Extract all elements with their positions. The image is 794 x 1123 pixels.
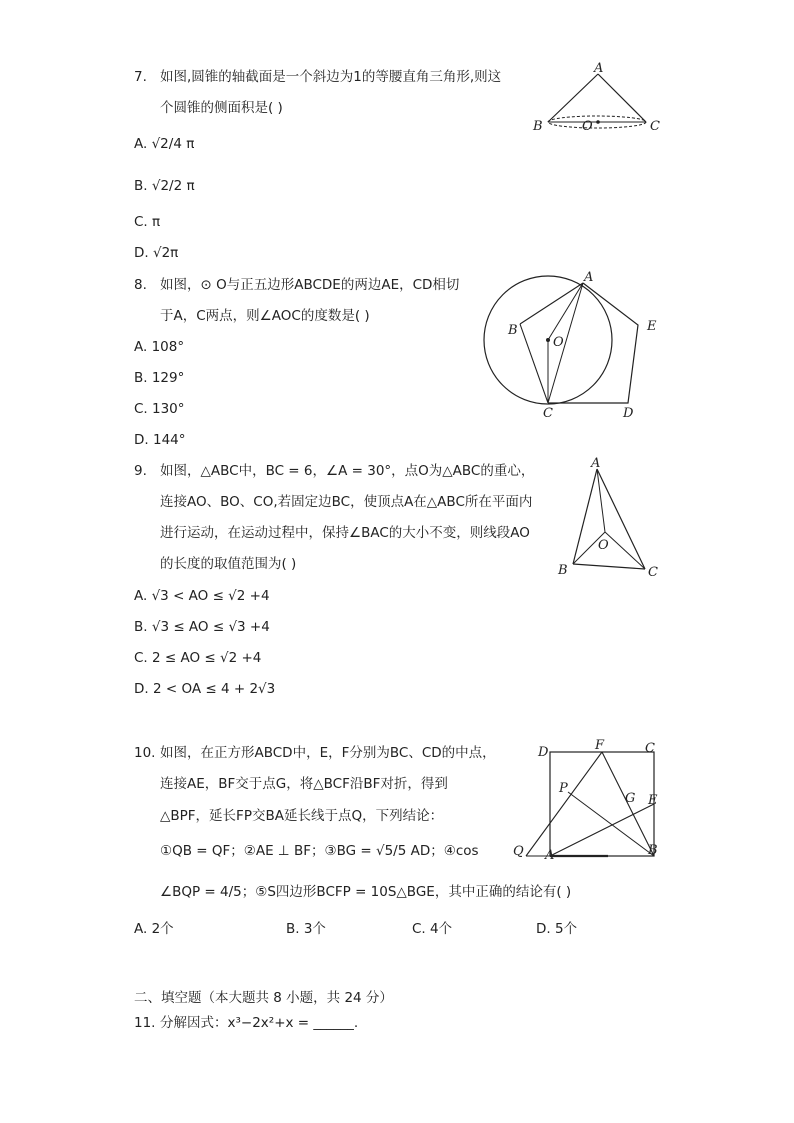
q10-label-g: G xyxy=(625,791,636,806)
q7-option-a: A. √2/4 π xyxy=(134,136,195,152)
q9-option-c: C. 2 ≤ AO ≤ √2 +4 xyxy=(134,650,262,666)
q9-stem-line1: 如图，△ABC中，BC = 6，∠A = 30°，点O为△ABC的重心， xyxy=(160,463,535,479)
q7-label-c: C xyxy=(650,119,660,134)
q9-option-a: A. √3 < AO ≤ √2 +4 xyxy=(134,588,270,604)
q7-option-c: C. π xyxy=(134,214,161,230)
q8-circle-pentagon-figure xyxy=(478,266,668,424)
q10-label-p: P xyxy=(559,781,568,796)
q9-stem-line3: 进行运动，在运动过程中，保持∠BAC的大小不变，则线段AO xyxy=(160,525,530,541)
q10-label-e: E xyxy=(648,793,658,808)
q10-stem-line3: △BPF，延长FP交BA延长线于点Q，下列结论： xyxy=(160,808,444,824)
q10-number: 10. xyxy=(134,745,156,761)
q8-label-c: C xyxy=(543,406,553,421)
q10-label-f: F xyxy=(595,738,605,753)
q10-square-figure xyxy=(508,734,668,864)
q10-stem-line4: ①QB = QF；②AE ⊥ BF；③BG = √5/5 AD；④cos xyxy=(160,843,479,859)
q9-label-o: O xyxy=(598,538,609,553)
q8-number: 8. xyxy=(134,277,147,293)
q7-label-o: O xyxy=(582,119,593,134)
q10-label-d: D xyxy=(538,745,549,760)
q9-stem-line4: 的长度的取值范围为( ) xyxy=(160,556,297,572)
q8-label-o: O xyxy=(553,335,564,350)
q9-stem-line2: 连接AO、BO、CO,若固定边BC，使顶点A在△ABC所在平面内 xyxy=(160,494,533,510)
q10-label-q: Q xyxy=(513,844,524,859)
q10-label-b: B xyxy=(648,843,658,858)
q10-option-b: B. 3个 xyxy=(286,921,326,937)
q7-option-b: B. √2/2 π xyxy=(134,178,195,194)
q8-stem-line1: 如图，⊙ O与正五边形ABCDE的两边AE，CD相切 xyxy=(160,277,460,293)
q7-number: 7. xyxy=(134,69,147,85)
q8-option-b: B. 129° xyxy=(134,370,185,386)
q9-label-a: A xyxy=(591,456,601,471)
q10-option-c: C. 4个 xyxy=(412,921,453,937)
q8-option-d: D. 144° xyxy=(134,432,186,448)
q11-stem: 分解因式：x³−2x²+x = ______. xyxy=(160,1015,359,1031)
q8-label-b: B xyxy=(508,323,518,338)
q7-cone-figure xyxy=(528,60,668,140)
q7-stem-line1: 如图,圆锥的轴截面是一个斜边为1的等腰直角三角形,则这 xyxy=(160,69,502,85)
q8-option-c: C. 130° xyxy=(134,401,185,417)
q8-label-d: D xyxy=(623,406,634,421)
q9-triangle-figure xyxy=(552,452,672,582)
q7-option-d: D. √2π xyxy=(134,245,179,261)
q9-label-c: C xyxy=(648,565,658,580)
section-2-title: 二、填空题（本大题共 8 小题，共 24 分） xyxy=(134,990,393,1006)
q10-label-a: A xyxy=(545,848,555,863)
q10-stem-line1: 如图，在正方形ABCD中，E，F分别为BC、CD的中点， xyxy=(160,745,496,761)
q7-label-a: A xyxy=(594,61,604,76)
q8-stem-line2: 于A，C两点，则∠AOC的度数是( ) xyxy=(160,308,370,324)
q8-option-a: A. 108° xyxy=(134,339,185,355)
q10-stem-line5: ∠BQP = 4/5；⑤S四边形BCFP = 10S△BGE，其中正确的结论有( ) xyxy=(160,884,572,900)
q7-label-b: B xyxy=(533,119,543,134)
q10-stem-line2: 连接AE，BF交于点G，将△BCF沿BF对折，得到 xyxy=(160,776,448,792)
q8-label-e: E xyxy=(647,319,657,334)
q9-number: 9. xyxy=(134,463,147,479)
q10-label-c: C xyxy=(645,741,655,756)
q7-stem-line2: 个圆锥的侧面积是( ) xyxy=(160,100,283,116)
q11-number: 11. xyxy=(134,1015,156,1031)
q8-label-a: A xyxy=(584,270,594,285)
q9-label-b: B xyxy=(558,563,568,578)
q10-option-a: A. 2个 xyxy=(134,921,174,937)
q9-option-d: D. 2 < OA ≤ 4 + 2√3 xyxy=(134,681,276,697)
q9-option-b: B. √3 ≤ AO ≤ √3 +4 xyxy=(134,619,270,635)
q10-options-row xyxy=(134,919,577,939)
q10-option-d: D. 5个 xyxy=(536,921,578,937)
